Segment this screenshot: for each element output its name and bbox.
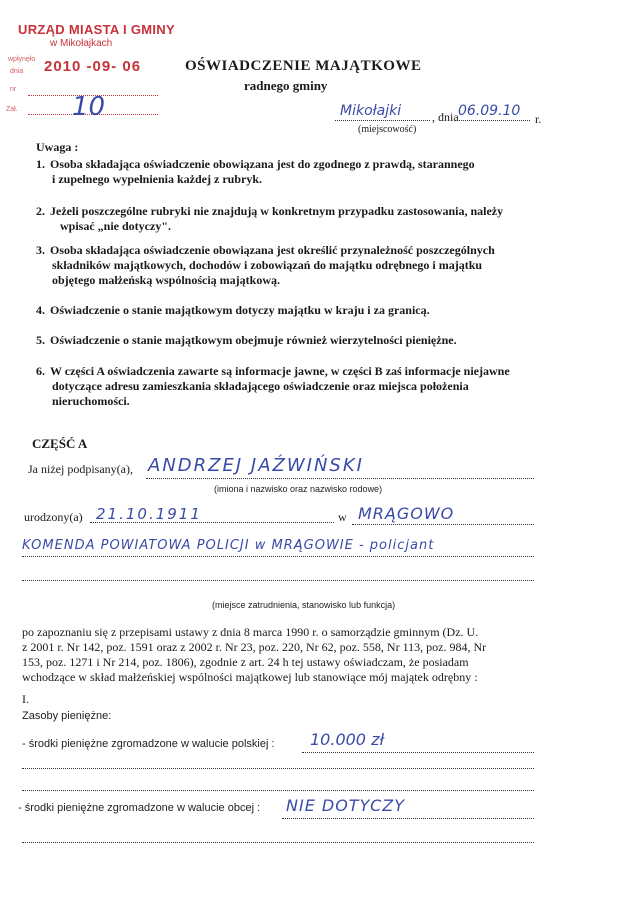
stamp-day-label: dnia bbox=[10, 68, 24, 75]
stamp-town: w Mikołajkach bbox=[50, 38, 113, 49]
document-title: OŚWIADCZENIE MAJĄTKOWE bbox=[185, 58, 422, 74]
birth-place-line bbox=[352, 524, 534, 525]
employment-line-1 bbox=[22, 556, 534, 557]
note-line: i zupełnego wypełnienia każdej z rubryk. bbox=[52, 172, 263, 186]
section-title: Zasoby pieniężne: bbox=[22, 710, 112, 722]
name-line bbox=[146, 478, 534, 479]
note-item-5 bbox=[36, 333, 556, 349]
note-number: 6. bbox=[36, 364, 45, 378]
paragraph-line: po zapoznaniu się z przepisami ustawy z dnia 8 marca 1990 r. o samorządzie gminnym (Dz. U. bbox=[22, 625, 479, 639]
stamp-att-label: Zał. bbox=[6, 106, 18, 113]
place-line bbox=[335, 120, 430, 121]
blank-line-3 bbox=[22, 842, 534, 843]
part-a-heading: CZĘŚĆ A bbox=[32, 436, 88, 451]
place-caption: (miejscowość) bbox=[358, 124, 417, 135]
birth-date-line bbox=[90, 522, 334, 523]
stamp-date: 2010 -09- 06 bbox=[44, 58, 142, 75]
date-value: 06.09.10 bbox=[458, 103, 521, 119]
note-item-2 bbox=[36, 204, 556, 236]
note-line: objętego małżeńską wspólnością majątkową. bbox=[52, 273, 280, 287]
blank-line-1 bbox=[22, 768, 534, 769]
stamp-att-value: 10 bbox=[72, 92, 106, 122]
employment-caption: (miejsce zatrudnienia, stanowisko lub funkcja) bbox=[212, 600, 396, 610]
note-line: wpisać „nie dotyczy". bbox=[60, 219, 171, 233]
legal-paragraph bbox=[22, 625, 618, 685]
note-item-6 bbox=[36, 364, 556, 412]
name-value: ANDRZEJ JAŹWIŃSKI bbox=[148, 455, 364, 476]
note-item-3 bbox=[36, 243, 556, 291]
note-line: Oświadczenie o stanie majątkowym obejmuje również wierzytelności pieniężne. bbox=[50, 333, 457, 347]
note-line: nieruchomości. bbox=[52, 394, 130, 408]
note-number: 5. bbox=[36, 333, 45, 347]
pln-label: - środki pieniężne zgromadzone w walucie polskiej : bbox=[22, 738, 275, 750]
stamp-office-name: URZĄD MIASTA I GMINY bbox=[18, 22, 175, 37]
note-line: Jeżeli poszczególne rubryki nie znajdują w konkretnym przypadku zastosowania, należy bbox=[50, 204, 504, 218]
in-label: w bbox=[338, 510, 347, 524]
note-line: Oświadczenie o stanie majątkowym dotyczy majątku w kraju i za granicą. bbox=[50, 303, 430, 317]
place-value: Mikołajki bbox=[340, 103, 402, 119]
note-line: Osoba składająca oświadczenie obowiązana jest do zgodnego z prawdą, starannego bbox=[50, 157, 475, 171]
signed-label: Ja niżej podpisany(a), bbox=[28, 462, 133, 476]
pln-value: 10.000 zł bbox=[310, 730, 385, 749]
stamp-received-label: wpłynęło bbox=[8, 56, 36, 63]
born-label: urodzony(a) bbox=[24, 510, 83, 524]
foreign-label: - środki pieniężne zgromadzone w walucie obcej : bbox=[18, 802, 261, 814]
note-number: 3. bbox=[36, 243, 45, 257]
note-item-4 bbox=[36, 303, 556, 319]
section-number: I. bbox=[22, 692, 29, 706]
stamp-no-label: nr bbox=[10, 86, 17, 93]
note-item-1 bbox=[36, 157, 556, 189]
notes-heading: Uwaga : bbox=[36, 140, 79, 154]
blank-line-2 bbox=[22, 790, 534, 791]
birth-place-value: MRĄGOWO bbox=[358, 504, 455, 523]
year-suffix: r. bbox=[535, 112, 542, 126]
note-line: dotyczące adresu zamieszkania składającego oświadczenie oraz miejsca położenia bbox=[52, 379, 469, 393]
name-caption: (imiona i nazwisko oraz nazwisko rodowe) bbox=[214, 484, 383, 494]
employment-value: KOMENDA POWIATOWA POLICJI w MRĄGOWIE - policjant bbox=[22, 538, 435, 553]
birth-date-value: 21.10.1911 bbox=[96, 505, 202, 523]
note-line: W części A oświadczenia zawarte są informacje jawne, w części B zaś informacje niejawne bbox=[50, 364, 510, 378]
foreign-line bbox=[282, 818, 534, 819]
note-line: składników majątkowych, dochodów i zobowiązań do majątku odrębnego i majątku bbox=[52, 258, 483, 272]
foreign-value: NIE DOTYCZY bbox=[286, 796, 405, 815]
document-subtitle: radnego gminy bbox=[244, 78, 328, 93]
paragraph-line: 153, poz. 1271 i Nr 214, poz. 1806), zgodnie z art. 24 h tej ustawy oświadczam, że posiadam bbox=[22, 655, 469, 669]
note-line: Osoba składająca oświadczenie obowiązana jest określić przynależność poszczególnych bbox=[50, 243, 495, 257]
paragraph-line: z 2001 r. Nr 142, poz. 1591 oraz z 2002 r. Nr 23, poz. 220, Nr 62, poz. 558, Nr 113, poz. 984, Nr bbox=[22, 640, 487, 654]
employment-line-2 bbox=[22, 580, 534, 581]
date-line bbox=[455, 120, 530, 121]
note-number: 2. bbox=[36, 204, 45, 218]
paragraph-line: wchodzące w skład małżeńskiej wspólności majątkowej lub stanowiące mój majątek odrębny : bbox=[22, 670, 478, 684]
date-label: , dnia bbox=[432, 110, 459, 124]
pln-line bbox=[302, 752, 534, 753]
note-number: 4. bbox=[36, 303, 45, 317]
note-number: 1. bbox=[36, 157, 45, 171]
